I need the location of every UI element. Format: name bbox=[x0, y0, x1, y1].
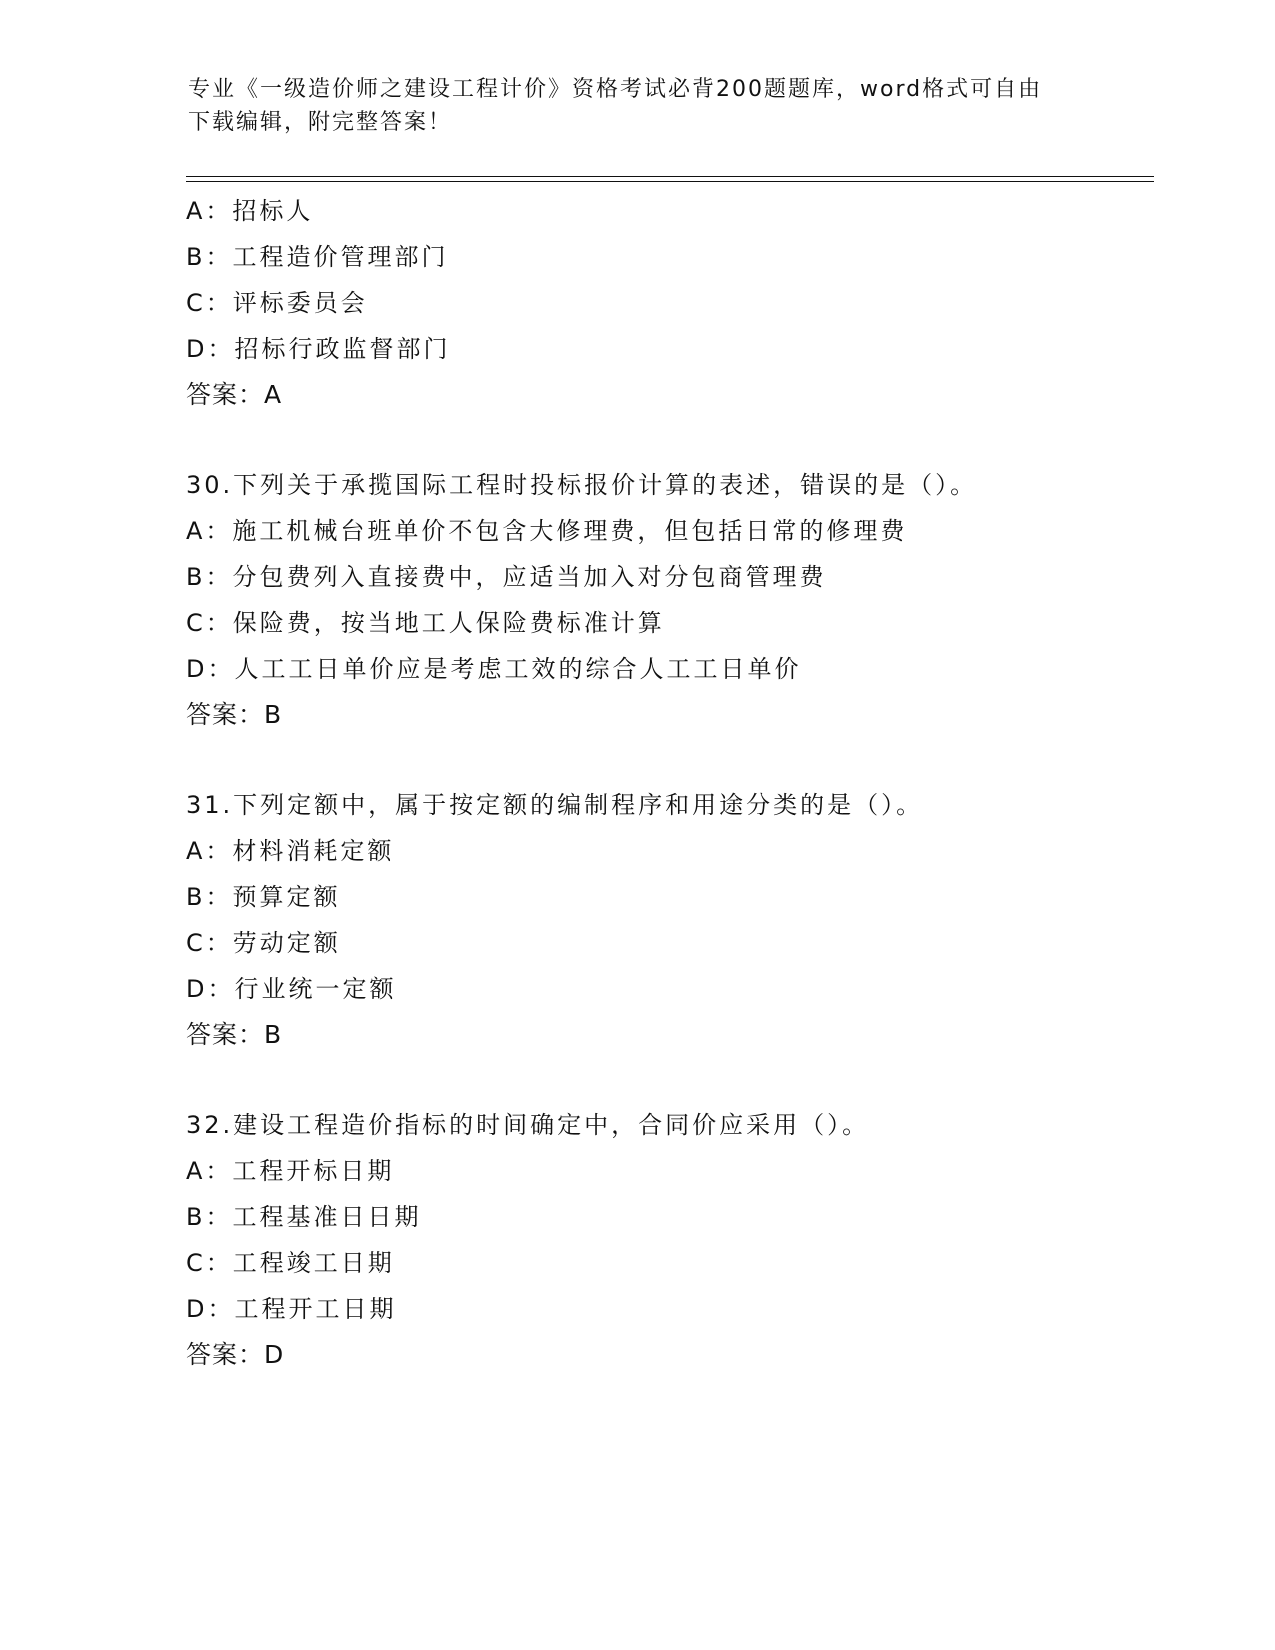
option-b: B：工程造价管理部门 bbox=[186, 243, 449, 271]
header-line-2: 下载编辑，附完整答案！ bbox=[188, 110, 453, 135]
option-d: D：工程开工日期 bbox=[186, 1295, 397, 1323]
header-divider-bottom bbox=[186, 181, 1154, 182]
header-divider-top bbox=[186, 176, 1154, 177]
question-text: 32.建设工程造价指标的时间确定中，合同价应采用（）。 bbox=[186, 1111, 870, 1139]
question-block-32 bbox=[186, 1102, 1146, 1378]
question-block-31 bbox=[186, 782, 1146, 1058]
option-b: B：分包费列入直接费中，应适当加入对分包商管理费 bbox=[186, 563, 827, 591]
answer-line: 答案：A bbox=[186, 380, 283, 409]
option-a: A：招标人 bbox=[186, 197, 314, 225]
answer-line: 答案：D bbox=[186, 1340, 285, 1369]
header-line-1: 专业《一级造价师之建设工程计价》资格考试必背200题题库，word格式可自由 bbox=[188, 77, 1043, 102]
question-list bbox=[186, 188, 1146, 1378]
question-text: 31.下列定额中，属于按定额的编制程序和用途分类的是（）。 bbox=[186, 791, 924, 819]
option-c: C：劳动定额 bbox=[186, 929, 341, 957]
document-header bbox=[188, 73, 1088, 139]
option-c: C：工程竣工日期 bbox=[186, 1249, 395, 1277]
option-c: C：保险费，按当地工人保险费标准计算 bbox=[186, 609, 665, 637]
question-block-30 bbox=[186, 462, 1146, 738]
question-text: 30.下列关于承揽国际工程时投标报价计算的表述，错误的是（）。 bbox=[186, 471, 978, 499]
option-a: A：施工机械台班单价不包含大修理费，但包括日常的修理费 bbox=[186, 517, 908, 545]
answer-line: 答案：B bbox=[186, 1020, 283, 1049]
option-a: A：材料消耗定额 bbox=[186, 837, 395, 865]
option-c: C：评标委员会 bbox=[186, 289, 368, 317]
option-d: D：行业统一定额 bbox=[186, 975, 397, 1003]
option-d: D：招标行政监督部门 bbox=[186, 335, 451, 363]
option-b: B：预算定额 bbox=[186, 883, 341, 911]
option-a: A：工程开标日期 bbox=[186, 1157, 395, 1185]
answer-line: 答案：B bbox=[186, 700, 283, 729]
option-d: D：人工工日单价应是考虑工效的综合人工工日单价 bbox=[186, 655, 802, 683]
question-block-29 bbox=[186, 188, 1146, 418]
option-b: B：工程基准日日期 bbox=[186, 1203, 422, 1231]
